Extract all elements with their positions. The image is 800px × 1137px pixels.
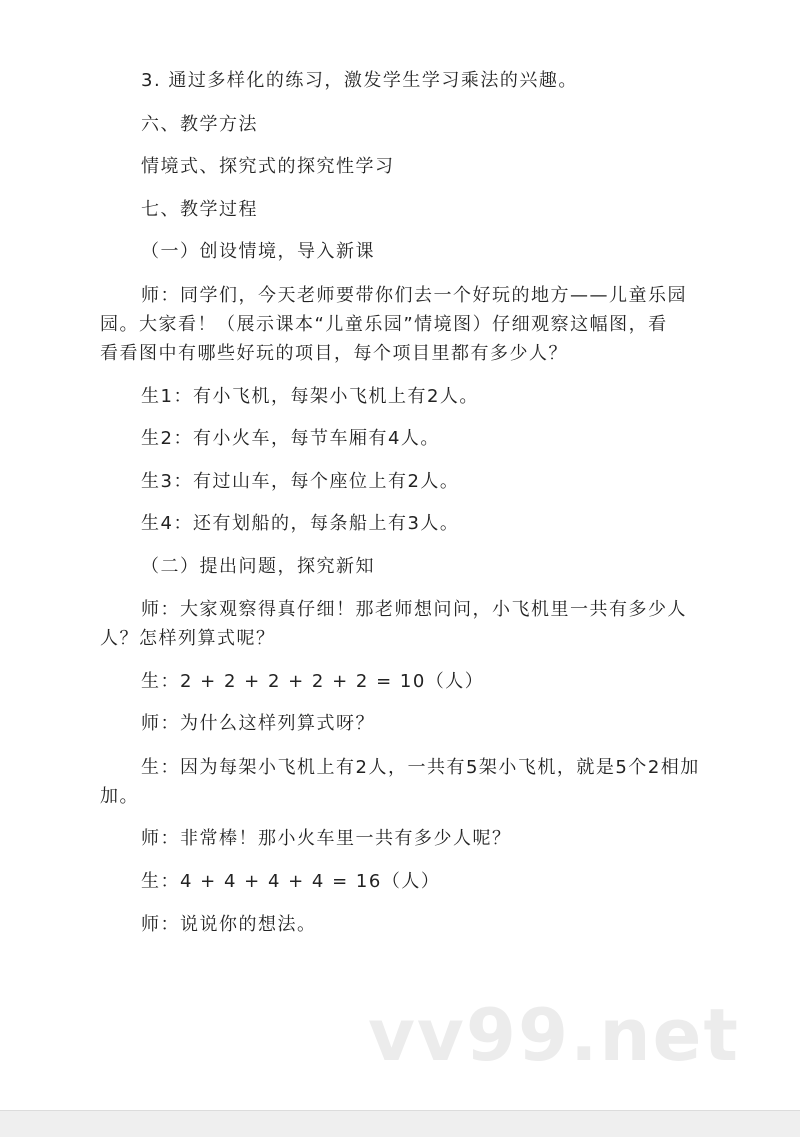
teacher-line-3: 师：为什么这样列算式呀？: [141, 713, 375, 734]
student-3-line: 生3：有过山车，每个座位上有2人。: [141, 471, 460, 492]
teacher-line-2b: 人？怎样列算式呢？: [100, 628, 276, 649]
student-answer-b: 加。: [100, 786, 139, 807]
student-1-line: 生1：有小飞机，每架小飞机上有2人。: [141, 386, 479, 407]
teacher-line-5: 师：说说你的想法。: [141, 914, 317, 935]
section-7-heading: 七、教学过程: [141, 199, 258, 220]
teacher-line-4: 师：非常棒！那小火车里一共有多少人呢？: [141, 828, 512, 849]
teaching-method-text: 情境式、探究式的探究性学习: [141, 156, 395, 177]
teacher-line-1b: 园。大家看！（展示课本“儿童乐园”情境图）仔细观察这幅图，看: [100, 314, 668, 335]
teacher-line-1c: 看看图中有哪些好玩的项目，每个项目里都有多少人？: [100, 343, 568, 364]
section-6-heading: 六、教学方法: [141, 114, 258, 135]
site-watermark: vv99.net: [368, 993, 740, 1077]
teacher-line-2a: 师：大家观察得真仔细！那老师想问问，小飞机里一共有多少人: [141, 599, 687, 620]
student-4-line: 生4：还有划船的，每条船上有3人。: [141, 513, 460, 534]
student-answer-a: 生：因为每架小飞机上有2人，一共有5架小飞机，就是5个2相加: [141, 757, 700, 778]
objective-3-text: 3. 通过多样化的练习，激发学生学习乘法的兴趣。: [141, 70, 578, 91]
subsection-2-heading: （二）提出问题，探究新知: [141, 556, 375, 577]
student-equation-1: 生：2 + 2 + 2 + 2 + 2 = 10（人）: [141, 671, 485, 692]
viewer-bottom-bar: [0, 1110, 800, 1137]
subsection-1-heading: （一）创设情境，导入新课: [141, 241, 375, 262]
student-equation-2: 生：4 + 4 + 4 + 4 = 16（人）: [141, 871, 441, 892]
teacher-line-1a: 师：同学们，今天老师要带你们去一个好玩的地方——儿童乐园: [141, 285, 687, 306]
student-2-line: 生2：有小火车，每节车厢有4人。: [141, 428, 440, 449]
